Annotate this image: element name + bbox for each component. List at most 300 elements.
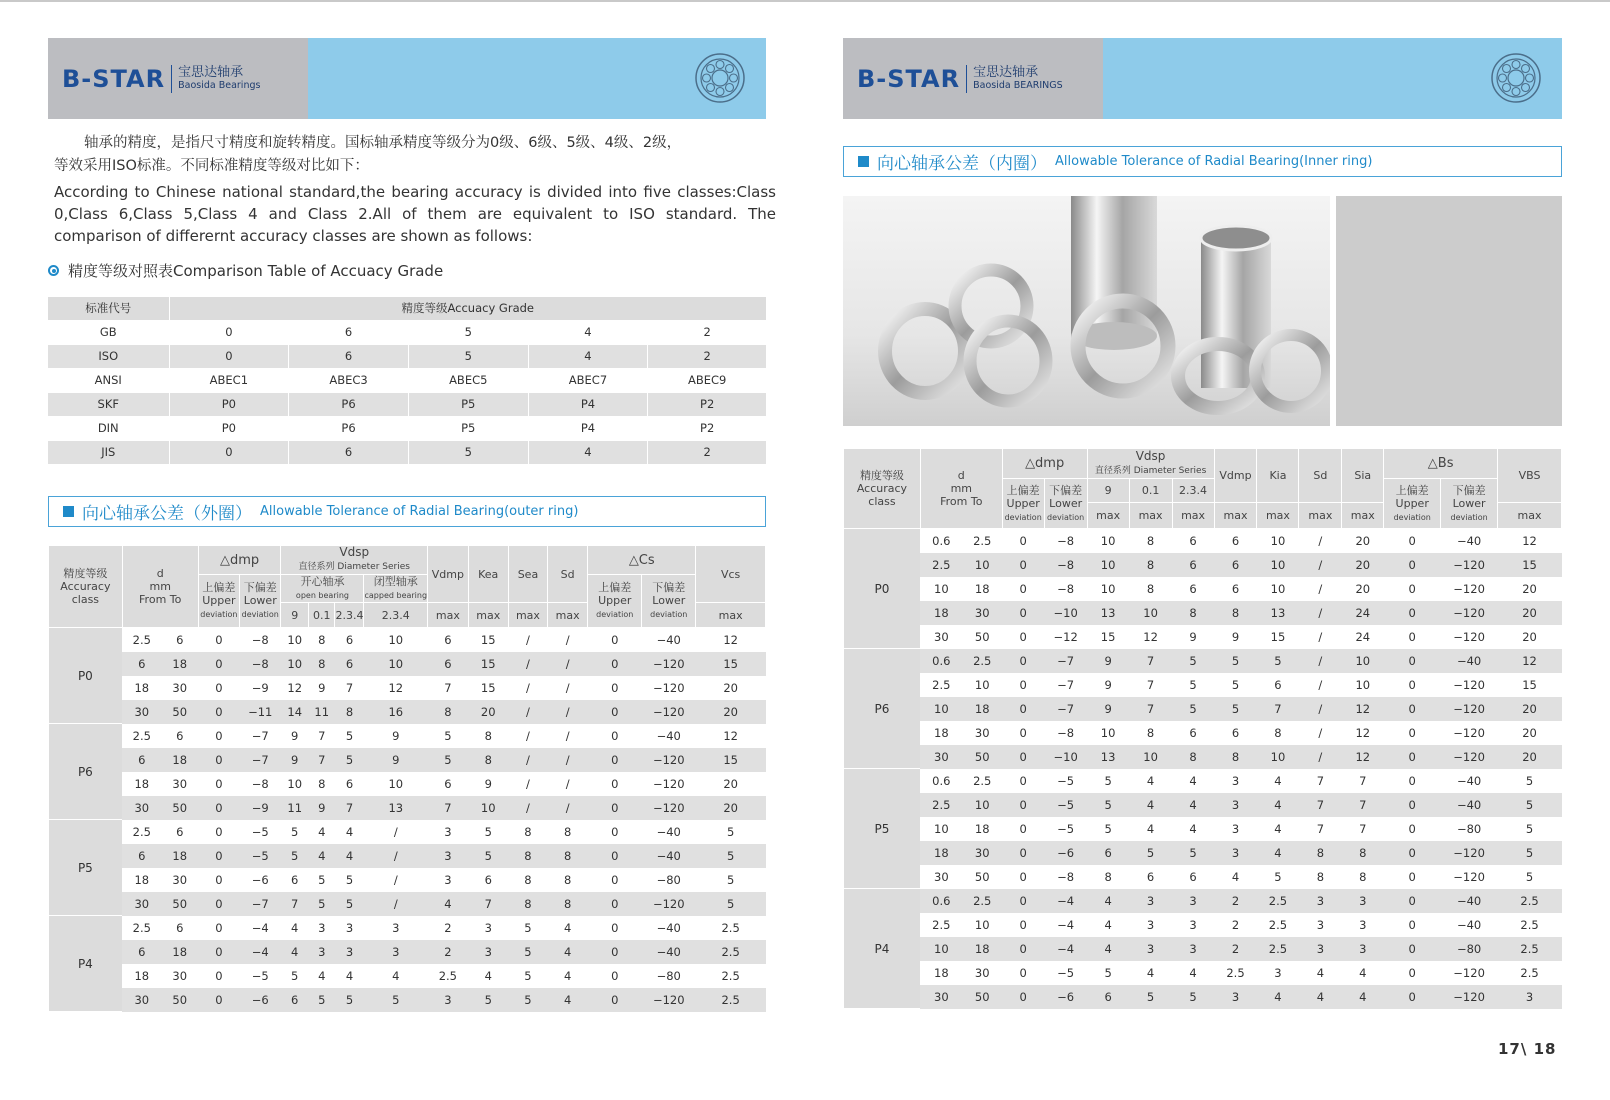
inner-value-cell: 2.5	[1257, 889, 1299, 913]
inner-value-cell: −4	[1044, 889, 1087, 913]
outer-value-cell: 6	[176, 632, 184, 647]
comparison-row	[48, 344, 766, 368]
inner-value-cell: 0	[1002, 601, 1044, 625]
inner-value-cell: 10	[1355, 677, 1371, 692]
inner-row	[844, 793, 1562, 817]
inner-value-cell: −4	[1044, 937, 1087, 961]
inner-value-cell: 2.5	[1520, 917, 1539, 932]
outer-value-cell: /	[565, 776, 570, 791]
outer-value-cell: 0	[198, 748, 239, 772]
outer-h-s234b: 2.3.4	[364, 603, 428, 628]
inner-value-cell: 5	[1172, 841, 1214, 865]
outer-value-cell: 8	[524, 872, 532, 887]
outer-value-cell: 8	[564, 824, 572, 839]
outer-row	[49, 916, 766, 940]
outer-value-cell: −4	[251, 920, 269, 935]
inner-value-cell: 0	[1002, 553, 1044, 577]
inner-value-cell: 0.6	[920, 889, 962, 913]
inner-value-cell: 4	[1146, 773, 1155, 788]
outer-h-s9: 9	[281, 603, 309, 628]
standard-code-cell: ISO	[48, 344, 169, 368]
outer-h-dmp-lower	[240, 575, 281, 628]
outer-h-sd: Sd	[548, 546, 588, 603]
inner-value-cell: 0	[1019, 581, 1027, 596]
outer-value-cell: 4	[428, 892, 469, 916]
outer-value-cell: 3	[364, 940, 428, 964]
bearing-icon-right	[1490, 52, 1542, 104]
inner-value-cell: 10	[934, 581, 949, 596]
inner-value-cell: 4	[1172, 793, 1214, 817]
inner-h-bs-upper-cn: 上偏差	[1395, 483, 1429, 497]
outer-value-cell: 12	[723, 632, 738, 647]
grade-cell: P6	[289, 392, 409, 416]
outer-value-cell: −6	[240, 988, 281, 1012]
outer-value-cell: 0	[215, 872, 223, 887]
outer-value-cell: 9	[364, 748, 428, 772]
inner-value-cell: 13	[1087, 745, 1129, 769]
outer-value-cell: 15	[696, 652, 766, 676]
inner-value-cell: 0	[1408, 917, 1416, 932]
outer-value-cell: 0	[611, 968, 619, 983]
inner-value-cell: 4	[1146, 965, 1155, 980]
inner-value-cell: 0	[1019, 773, 1027, 788]
inner-value-cell: 2.5	[932, 917, 951, 932]
outer-value-cell: 5	[335, 892, 364, 916]
outer-value-cell: 0	[588, 988, 642, 1012]
inner-value-cell: 20	[1498, 601, 1562, 625]
outer-value-cell: −9	[251, 680, 269, 695]
intro-cn-line2: 等效采用ISO标准。不同标准精度等级对比如下：	[54, 158, 369, 174]
outer-value-cell: 18	[134, 872, 150, 887]
inner-value-cell: 0	[1408, 533, 1416, 548]
inner-value-cell: 0	[1408, 869, 1416, 884]
inner-value-cell: 7	[1299, 793, 1342, 817]
outer-h-sea: Sea	[508, 546, 547, 603]
outer-value-cell: 15	[696, 748, 766, 772]
outer-value-cell: 30	[172, 776, 188, 791]
inner-value-cell: 0	[1408, 629, 1416, 644]
standard-code-cell: DIN	[48, 416, 169, 440]
grade-cell: 6	[289, 344, 409, 368]
outer-row	[49, 748, 766, 772]
outer-value-cell: 8	[468, 748, 508, 772]
outer-value-cell: 7	[318, 728, 326, 743]
outer-value-cell: 8	[564, 872, 572, 887]
inner-value-cell: −8	[1057, 581, 1075, 596]
outer-value-cell: 5	[291, 824, 299, 839]
outer-value-cell: 5	[726, 872, 735, 887]
outer-value-cell: 4	[345, 968, 354, 983]
outer-value-cell: 8	[335, 700, 364, 724]
inner-value-cell: 3	[1129, 889, 1172, 913]
inner-value-cell: 6	[1189, 869, 1197, 884]
outer-h-cs-upper-cn: 上偏差	[598, 581, 632, 594]
outer-value-cell: 18	[161, 652, 198, 676]
inner-value-cell: 4	[1359, 965, 1367, 980]
inner-value-cell: 6	[1087, 985, 1129, 1009]
inner-value-cell: −8	[1057, 869, 1075, 884]
inner-h-bs-upper-dev: deviation	[1393, 512, 1431, 522]
inner-value-cell: 3	[1231, 821, 1240, 836]
inner-value-cell: 5	[1172, 697, 1214, 721]
outer-value-cell: /	[393, 824, 398, 839]
inner-value-cell: −5	[1044, 793, 1087, 817]
inner-h-dmp: △dmp	[1002, 449, 1087, 479]
outer-value-cell: /	[526, 680, 530, 695]
inner-value-cell: 4	[1087, 937, 1129, 961]
inner-value-cell: 0	[1384, 553, 1441, 577]
right-header-banner	[843, 38, 1562, 119]
outer-value-cell: 9	[291, 728, 299, 743]
inner-value-cell: −120	[1453, 677, 1485, 692]
inner-value-cell: 3	[1214, 793, 1257, 817]
brand-text	[178, 66, 260, 91]
inner-value-cell: 0	[1384, 745, 1441, 769]
inner-value-cell: 30	[920, 985, 962, 1009]
outer-value-cell: 0	[611, 728, 619, 743]
outer-row	[49, 652, 766, 676]
inner-value-cell: 18	[962, 937, 1002, 961]
inner-value-cell: 0	[1002, 745, 1044, 769]
outer-value-cell: 30	[122, 700, 161, 724]
inner-value-cell: /	[1299, 745, 1342, 769]
inner-row	[844, 553, 1562, 577]
intro-en: According to Chinese national standard,the bearing accuracy is divided into five classes:Class 0,Class 6,Class 5,Class 4 and Class 2.All of them are equivalent to ISO standard. The comparison of differernt accuracy classes are shown as follows:	[54, 183, 776, 245]
outer-value-cell: 9	[484, 776, 492, 791]
outer-row	[49, 676, 766, 700]
inner-h-class-en1: Accuracy	[856, 482, 908, 495]
inner-value-cell: 30	[974, 725, 990, 740]
header-blue-band-right	[1103, 38, 1562, 119]
outer-h-upper-cn: 上偏差	[202, 581, 236, 594]
outer-value-cell: 3	[484, 920, 492, 935]
inner-value-cell: 2	[1214, 889, 1257, 913]
inner-value-cell: 4	[1342, 985, 1384, 1009]
outer-value-cell: 2.5	[721, 968, 740, 983]
inner-value-cell: 3	[1172, 937, 1214, 961]
outer-value-cell: 0	[215, 680, 223, 695]
inner-value-cell: 10	[1129, 601, 1172, 625]
inner-row	[844, 889, 1562, 913]
inner-title-cn: 向心轴承公差（内圈）	[877, 154, 1047, 174]
inner-value-cell: 5	[1129, 985, 1172, 1009]
inner-value-cell: 10	[962, 793, 1002, 817]
outer-value-cell: 0	[588, 652, 642, 676]
inner-value-cell: 15	[1498, 553, 1562, 577]
outer-value-cell: 8	[318, 776, 326, 791]
outer-value-cell: 20	[696, 700, 766, 724]
outer-value-cell: 5	[291, 968, 299, 983]
outer-value-cell: 5	[309, 892, 335, 916]
inner-value-cell: 0	[1408, 581, 1416, 596]
outer-value-cell: 5	[468, 844, 508, 868]
bullet-circle-icon	[48, 265, 59, 276]
outer-value-cell: 3	[392, 920, 400, 935]
section-square-icon-right	[858, 156, 869, 167]
brand-cn-right: 宝思达轴承	[973, 65, 1039, 80]
inner-value-cell: 10	[974, 677, 990, 692]
outer-value-cell: /	[508, 652, 547, 676]
inner-value-cell: −5	[1057, 773, 1075, 788]
outer-value-cell: 3	[428, 844, 469, 868]
outer-value-cell: 18	[134, 968, 150, 983]
inner-value-cell: 6	[1146, 869, 1155, 884]
inner-value-cell: 4	[1274, 773, 1282, 788]
outer-value-cell: 5	[484, 824, 492, 839]
inner-value-cell: 10	[1270, 581, 1286, 596]
comparison-header-grade: 精度等级Accuacy Grade	[169, 297, 766, 320]
outer-value-cell: 4	[318, 824, 326, 839]
outer-h-cs-lower-en: Lower	[652, 594, 686, 607]
inner-value-cell: 50	[974, 869, 990, 884]
inner-value-cell: 3	[1316, 917, 1325, 932]
inner-h-s234-max: max	[1172, 503, 1214, 529]
outer-value-cell: 8	[524, 824, 532, 839]
outer-value-cell: 6	[335, 652, 364, 676]
inner-value-cell: 8	[1129, 553, 1172, 577]
outer-value-cell: 3	[345, 920, 354, 935]
inner-value-cell: −10	[1044, 745, 1087, 769]
outer-value-cell: 10	[388, 776, 404, 791]
inner-value-cell: 30	[962, 841, 1002, 865]
outer-h-s234: 2.3.4	[335, 603, 364, 628]
outer-value-cell: 50	[161, 700, 198, 724]
outer-value-cell: −5	[251, 968, 269, 983]
outer-value-cell: 18	[161, 844, 198, 868]
inner-h-kia: Kia	[1257, 449, 1299, 503]
inner-value-cell: −120	[1441, 841, 1498, 865]
outer-value-cell: /	[548, 652, 588, 676]
inner-value-cell: 8	[1172, 601, 1214, 625]
inner-h-bs-lower-cn: 下偏差	[1452, 483, 1486, 497]
outer-value-cell: 4	[564, 920, 572, 935]
inner-value-cell: 0.6	[932, 533, 951, 548]
inner-value-cell: 4	[1087, 889, 1129, 913]
outer-value-cell: 6	[444, 632, 452, 647]
inner-h-bs-lower-en: Lower	[1452, 496, 1486, 510]
outer-value-cell: 7	[444, 680, 452, 695]
inner-value-cell: −80	[1441, 937, 1498, 961]
inner-value-cell: 3	[1299, 937, 1342, 961]
grade-cell: P5	[408, 392, 528, 416]
inner-value-cell: 4	[1104, 917, 1112, 932]
outer-value-cell: −120	[642, 988, 696, 1012]
inner-value-cell: −8	[1057, 533, 1075, 548]
outer-value-cell: 2	[428, 940, 469, 964]
inner-value-cell: 4	[1129, 793, 1172, 817]
inner-value-cell: 10	[1257, 745, 1299, 769]
outer-value-cell: 6	[122, 748, 161, 772]
inner-row	[844, 961, 1562, 985]
outer-row	[49, 820, 766, 844]
outer-value-cell: 5	[335, 988, 364, 1012]
inner-h-bs-lower	[1441, 479, 1498, 529]
inner-value-cell: /	[1318, 581, 1323, 596]
logo-divider	[171, 65, 172, 93]
outer-value-cell: 20	[723, 776, 738, 791]
standard-code-cell: SKF	[48, 392, 169, 416]
outer-value-cell: −40	[642, 844, 696, 868]
outer-value-cell: 6	[122, 844, 161, 868]
outer-value-cell: /	[508, 796, 547, 820]
comparison-row	[48, 320, 766, 344]
outer-h-cs-upper	[588, 575, 642, 628]
comparison-title	[48, 260, 443, 281]
grade-cell: P0	[169, 392, 289, 416]
outer-value-cell: 5	[309, 988, 335, 1012]
outer-value-cell: 2	[444, 920, 452, 935]
inner-value-cell: 3	[1172, 889, 1214, 913]
outer-value-cell: 0	[588, 796, 642, 820]
outer-h-sd-max: max	[548, 603, 588, 628]
outer-h-lower-dev: deviation	[241, 610, 279, 619]
inner-value-cell: 0	[1019, 869, 1027, 884]
inner-row	[844, 601, 1562, 625]
outer-value-cell: 9	[281, 748, 309, 772]
grade-cell: 5	[408, 320, 528, 344]
inner-h-lower-dev: deviation	[1047, 512, 1085, 522]
inner-value-cell: −4	[1057, 917, 1075, 932]
inner-value-cell: 18	[974, 821, 990, 836]
inner-h-sia: Sia	[1342, 449, 1384, 503]
inner-row	[844, 577, 1562, 601]
outer-h-vdmp-max: max	[428, 603, 469, 628]
inner-value-cell: 7	[1316, 773, 1325, 788]
outer-h-dmp-upper	[198, 575, 239, 628]
inner-value-cell: 3	[1342, 889, 1384, 913]
inner-value-cell: 0	[1384, 601, 1441, 625]
inner-value-cell: 9	[1104, 677, 1112, 692]
inner-h-bs-upper	[1384, 479, 1441, 529]
inner-value-cell: 18	[934, 965, 949, 980]
inner-value-cell: 10	[934, 821, 949, 836]
inner-value-cell: −40	[1456, 533, 1482, 548]
inner-value-cell: 5	[1498, 793, 1562, 817]
inner-value-cell: 0	[1384, 649, 1441, 673]
grade-cell: ABEC9	[648, 368, 766, 392]
inner-value-cell: −6	[1044, 985, 1087, 1009]
outer-value-cell: 2.5	[696, 988, 766, 1012]
outer-value-cell: 4	[309, 844, 335, 868]
grade-cell: 0	[169, 440, 289, 464]
inner-value-cell: −120	[1441, 553, 1498, 577]
outer-value-cell: 4	[335, 844, 364, 868]
inner-value-cell: 2.5	[1257, 937, 1299, 961]
outer-value-cell: −40	[656, 632, 681, 647]
outer-value-cell: 10	[388, 632, 404, 647]
inner-h-sd-max: max	[1299, 503, 1342, 529]
inner-value-cell: 24	[1342, 601, 1384, 625]
grade-cell: 0	[169, 320, 289, 344]
outer-value-cell: 4	[548, 940, 588, 964]
grade-cell: P2	[648, 392, 766, 416]
inner-value-cell: −120	[1441, 601, 1498, 625]
inner-value-cell: 6	[1172, 553, 1214, 577]
brand-en: Baosida Bearings	[178, 80, 261, 91]
outer-value-cell: 12	[723, 728, 738, 743]
inner-value-cell: 12	[1342, 745, 1384, 769]
inner-value-cell: 0	[1019, 821, 1027, 836]
inner-value-cell: 5	[1087, 793, 1129, 817]
inner-value-cell: 2.5	[1520, 965, 1539, 980]
inner-value-cell: 8	[1172, 745, 1214, 769]
inner-value-cell: 8	[1146, 725, 1155, 740]
outer-value-cell: 12	[388, 680, 404, 695]
outer-value-cell: 8	[508, 844, 547, 868]
outer-value-cell: 0	[588, 844, 642, 868]
outer-h-cs-upper-dev: deviation	[596, 610, 634, 619]
inner-value-cell: 5	[1257, 649, 1299, 673]
inner-value-cell: 8	[1359, 869, 1367, 884]
outer-value-cell: 0	[198, 844, 239, 868]
inner-h-class	[844, 449, 921, 529]
outer-value-cell: −80	[656, 872, 681, 887]
outer-value-cell: 8	[428, 700, 469, 724]
inner-h-s234: 2.3.4	[1172, 479, 1214, 503]
inner-value-cell: −7	[1057, 677, 1075, 692]
inner-value-cell: 3	[1214, 985, 1257, 1009]
comparison-title-text: 精度等级对照表Comparison Table of Accuacy Grade	[68, 262, 444, 280]
inner-value-cell: 13	[1257, 601, 1299, 625]
inner-value-cell: 5	[1104, 821, 1112, 836]
inner-h-vdsp-label: Vdsp	[1135, 448, 1166, 463]
inner-value-cell: 12	[1342, 697, 1384, 721]
inner-value-cell: 2.5	[1498, 937, 1562, 961]
inner-value-cell: 7	[1359, 821, 1367, 836]
outer-value-cell: 15	[480, 632, 496, 647]
inner-value-cell: 5	[1274, 869, 1282, 884]
outer-value-cell: 3	[444, 824, 452, 839]
outer-value-cell: 4	[345, 824, 354, 839]
outer-value-cell: −7	[251, 728, 269, 743]
inner-value-cell: 10	[1257, 553, 1299, 577]
inner-h-dmp-lower	[1044, 479, 1087, 529]
left-header-banner	[48, 38, 766, 119]
inner-value-cell: 5	[1189, 677, 1197, 692]
grade-cell: 6	[289, 320, 409, 344]
outer-h-class-en2: class	[71, 593, 100, 606]
outer-class-cell: P0	[49, 628, 123, 724]
inner-value-cell: 20	[1355, 581, 1371, 596]
outer-h-upper-dev: deviation	[200, 610, 238, 619]
outer-value-cell: /	[364, 844, 428, 868]
outer-value-cell: 5	[444, 728, 452, 743]
outer-value-cell: −7	[240, 748, 281, 772]
inner-value-cell: 20	[1498, 697, 1562, 721]
outer-value-cell: 8	[484, 728, 492, 743]
inner-value-cell: 2.5	[920, 553, 962, 577]
inner-value-cell: 4	[1189, 965, 1197, 980]
inner-value-cell: 7	[1359, 773, 1367, 788]
outer-tolerance-table	[48, 545, 766, 1012]
grade-cell: P5	[408, 416, 528, 440]
inner-h-class-en2: class	[868, 495, 896, 508]
brand-text-right	[973, 66, 1063, 91]
inner-value-cell: 5	[1525, 773, 1534, 788]
outer-value-cell: 5	[468, 988, 508, 1012]
inner-value-cell: 7	[1129, 697, 1172, 721]
inner-value-cell: 6	[1087, 841, 1129, 865]
outer-value-cell: 5	[345, 728, 354, 743]
inner-value-cell: 15	[1522, 677, 1537, 692]
top-rule	[0, 0, 1610, 2]
inner-h-upper: Upper	[1006, 496, 1040, 510]
outer-value-cell: 2.5	[132, 728, 151, 743]
outer-value-cell: 2.5	[132, 824, 151, 839]
standard-code-cell: GB	[48, 320, 169, 344]
inner-h-bs-lower-dev: deviation	[1450, 512, 1488, 522]
inner-value-cell: 4	[1231, 869, 1240, 884]
